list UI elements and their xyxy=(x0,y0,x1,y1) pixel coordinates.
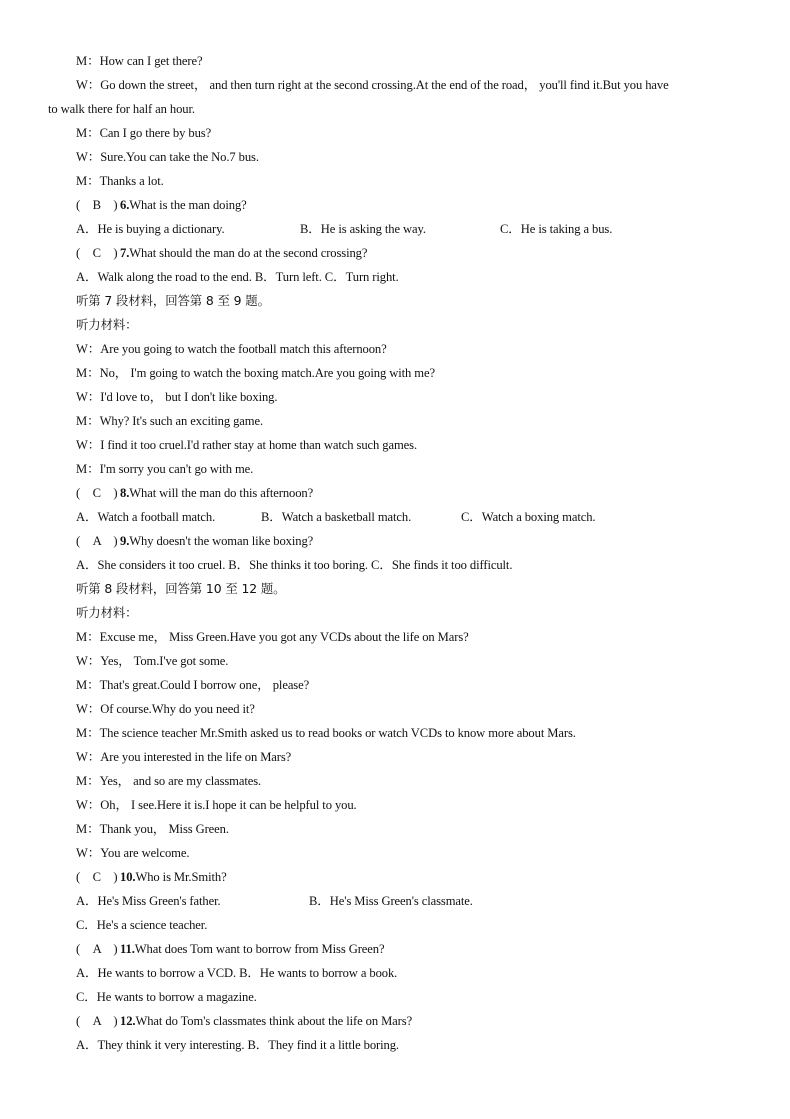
answer-mark: ( A ) xyxy=(76,534,118,548)
question-6 xyxy=(76,197,746,213)
dialog-line: W：I'd love to， but I don't like boxing. xyxy=(76,390,278,404)
dialog-line: W：Are you interested in the life on Mars? xyxy=(76,750,292,764)
option-c: C．Watch a boxing match. xyxy=(461,510,596,524)
answer-mark: ( A ) xyxy=(76,1014,118,1028)
question-11-options: A．He wants to borrow a VCD. B．He wants to borrow a book. xyxy=(76,966,398,980)
question-10 xyxy=(76,869,746,885)
answer-mark: ( A ) xyxy=(76,942,118,956)
section-heading: 听第 8 段材料，回答第 10 至 12 题。 xyxy=(76,581,286,596)
question-number: 10. xyxy=(120,870,136,884)
dialog-line: M：No， I'm going to watch the boxing match.Are you going with me? xyxy=(76,366,435,380)
dialog-line: M：Thanks a lot. xyxy=(76,174,164,188)
dialog-line: W：Go down the street， and then turn right at the second crossing.At the end of the road， you'll find it.But you have xyxy=(76,78,669,92)
dialog-line: M：Yes， and so are my classmates. xyxy=(76,774,262,788)
question-12 xyxy=(76,1013,746,1029)
question-number: 12. xyxy=(120,1014,136,1028)
section-heading: 听第 7 段材料，回答第 8 至 9 题。 xyxy=(76,293,270,308)
answer-mark: ( C ) xyxy=(76,486,118,500)
question-number: 6. xyxy=(120,198,130,212)
question-7-options: A．Walk along the road to the end. B．Turn left. C．Turn right. xyxy=(76,270,399,284)
dialog-line: W：Sure.You can take the No.7 bus. xyxy=(76,150,259,164)
question-11 xyxy=(76,941,746,957)
section-label: 听力材料： xyxy=(76,317,138,332)
option-b: B．He's Miss Green's classmate. xyxy=(309,894,473,908)
question-10-options xyxy=(76,893,746,909)
answer-mark: ( C ) xyxy=(76,870,118,884)
section-label: 听力材料： xyxy=(76,605,138,620)
question-number: 7. xyxy=(120,246,130,260)
option-b: B．Watch a basketball match. xyxy=(261,510,412,524)
question-12-options: A．They think it very interesting. B．They find it a little boring. xyxy=(76,1038,399,1052)
option-c: C．He is taking a bus. xyxy=(500,222,613,236)
dialog-line: W：I find it too cruel.I'd rather stay at home than watch such games. xyxy=(76,438,417,452)
question-text: Why doesn't the woman like boxing? xyxy=(129,534,314,548)
option-a: A．He's Miss Green's father. xyxy=(76,894,221,908)
dialog-line: M：The science teacher Mr.Smith asked us to read books or watch VCDs to know more about Mars. xyxy=(76,726,576,740)
dialog-line: W：You are welcome. xyxy=(76,846,190,860)
dialog-line: M：How can I get there? xyxy=(76,54,203,68)
dialog-line: W：Of course.Why do you need it? xyxy=(76,702,255,716)
question-text: What should the man do at the second crossing? xyxy=(129,246,368,260)
dialog-line: M：Excuse me， Miss Green.Have you got any VCDs about the life on Mars? xyxy=(76,630,469,644)
question-8-options xyxy=(76,509,746,525)
answer-mark: ( B ) xyxy=(76,198,118,212)
question-text: What does Tom want to borrow from Miss Green? xyxy=(134,942,385,956)
dialog-line: M：Can I go there by bus? xyxy=(76,126,212,140)
dialog-line: M：I'm sorry you can't go with me. xyxy=(76,462,254,476)
dialog-line: W：Oh， I see.Here it is.I hope it can be helpful to you. xyxy=(76,798,357,812)
dialog-line: W：Yes， Tom.I've got some. xyxy=(76,654,229,668)
option-b: B．He is asking the way. xyxy=(300,222,426,236)
dialog-line: M：Why? It's such an exciting game. xyxy=(76,414,264,428)
question-9-options: A．She considers it too cruel. B．She thinks it too boring. C．She finds it too difficult. xyxy=(76,558,513,572)
question-number: 9. xyxy=(120,534,130,548)
answer-mark: ( C ) xyxy=(76,246,118,260)
question-number: 11. xyxy=(120,942,135,956)
option-c: C．He wants to borrow a magazine. xyxy=(76,990,257,1004)
question-number: 8. xyxy=(120,486,130,500)
dialog-line: W：Are you going to watch the football match this afternoon? xyxy=(76,342,387,356)
option-a: A．Watch a football match. xyxy=(76,510,216,524)
dialog-line: M：Thank you， Miss Green. xyxy=(76,822,229,836)
question-6-options xyxy=(76,221,746,237)
dialog-line: M：That's great.Could I borrow one， please? xyxy=(76,678,310,692)
question-8 xyxy=(76,485,746,501)
question-text: Who is Mr.Smith? xyxy=(135,870,227,884)
option-c: C．He's a science teacher. xyxy=(76,918,208,932)
question-text: What do Tom's classmates think about the life on Mars? xyxy=(135,1014,413,1028)
question-7 xyxy=(76,245,746,261)
question-text: What will the man do this afternoon? xyxy=(129,486,314,500)
question-9 xyxy=(76,533,746,549)
dialog-line-continued: to walk there for half an hour. xyxy=(48,102,195,116)
question-text: What is the man doing? xyxy=(129,198,247,212)
option-a: A．He is buying a dictionary. xyxy=(76,222,225,236)
